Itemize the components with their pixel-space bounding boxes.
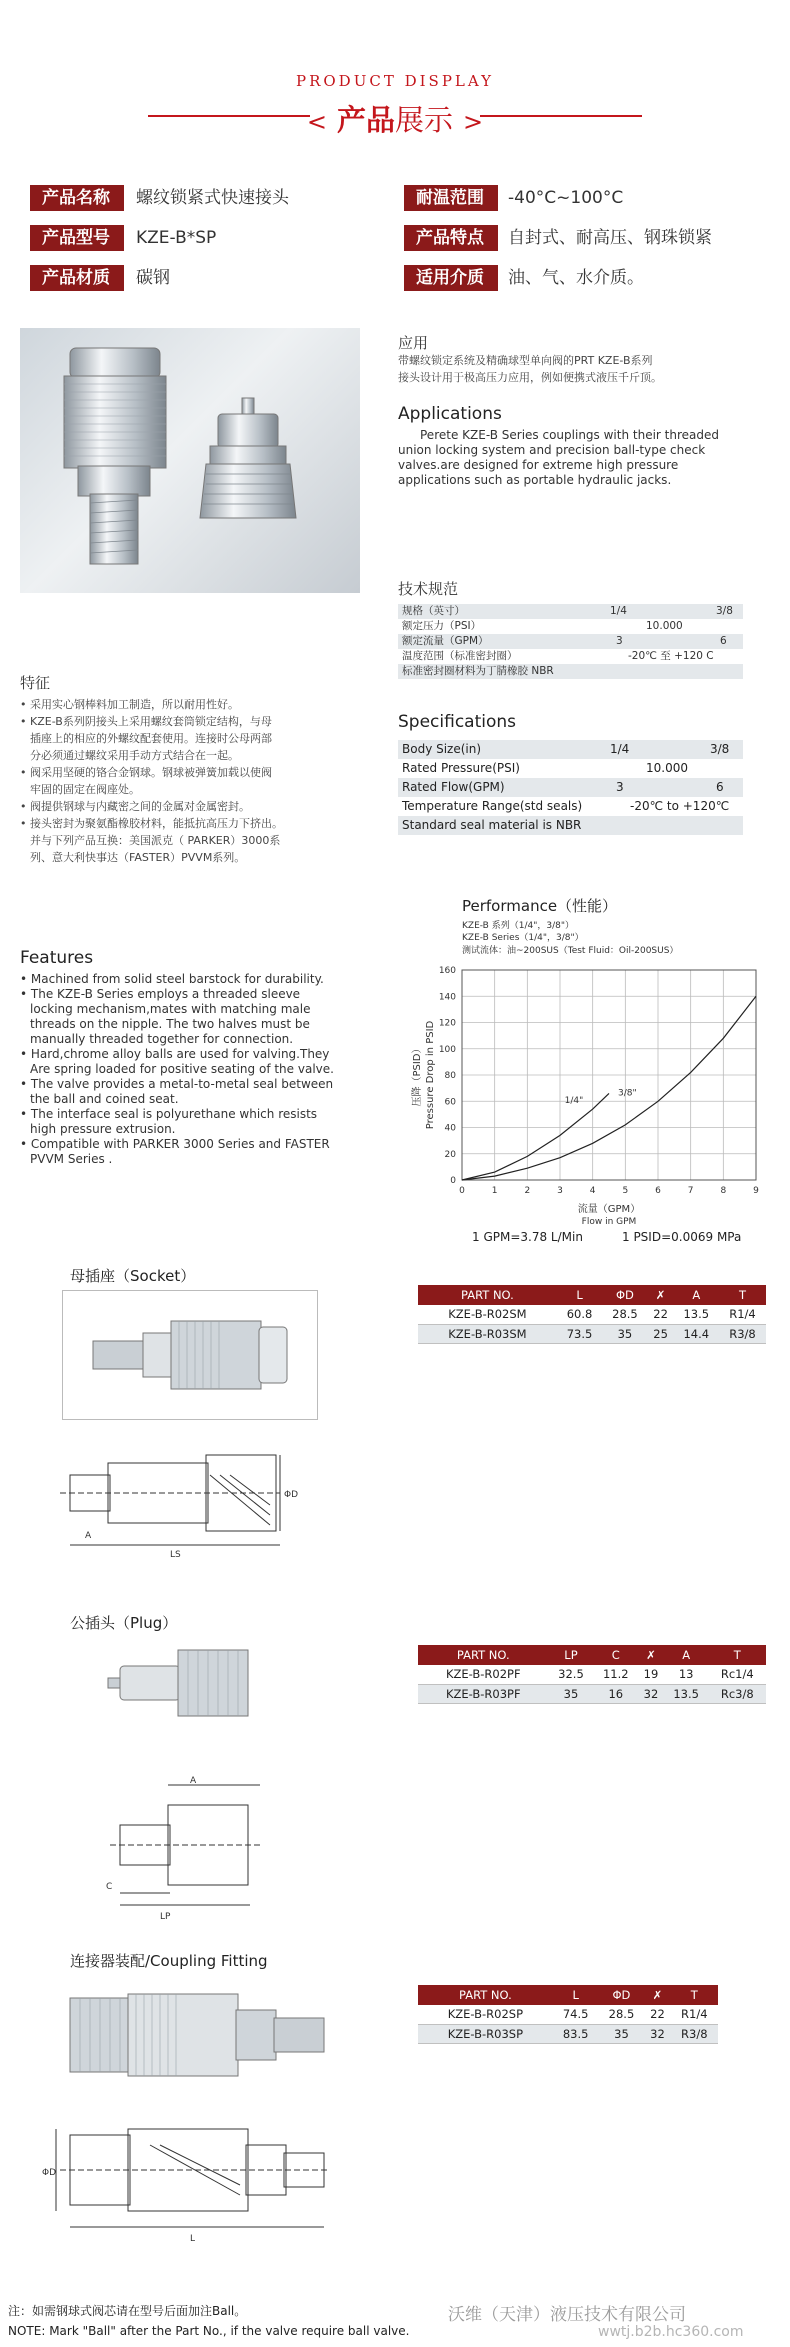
dim-label-ls: LS [170,1550,181,1560]
footer-company: 沃维（天津）液压技术有限公司 [448,2305,686,2325]
list-item: • Compatible with PARKER 3000 Series and FASTER [20,1137,330,1151]
table-header: L [557,1285,602,1305]
dim-label-lp: LP [160,1912,171,1922]
info-value-temp: -40°C~100°C [508,188,624,208]
list-item: high pressure extrusion. [30,1122,176,1136]
info-label-material: 产品材质 [30,265,124,291]
right-arrow: > [463,108,484,136]
applications-text-en-2: union locking system and precision ball-type check [398,443,706,457]
list-item: • Machined from solid steel barstock for durability. [20,972,324,986]
coupling-title: 连接器装配/Coupling Fitting [70,1952,268,1970]
y-tick-label: 60 [444,1097,456,1108]
series-label: 1/4" [564,1096,584,1107]
applications-title-en: Applications [398,404,502,424]
y-tick-label: 40 [444,1123,456,1134]
y-tick-label: 120 [438,1018,456,1029]
list-item: • KZE-B系列阴接头上采用螺纹套筒锁定结构，与母 [20,715,272,728]
table-header: T [671,1985,718,2005]
socket-table [418,1285,766,1344]
table-header: ΦD [599,1985,645,2005]
coupling-table [418,1985,718,2044]
applications-text-en-1: Perete KZE-B Series couplings with their threaded [420,428,719,442]
table-row: KZE-B-R02SP 74.5 28.5 22 R1/4 [418,2005,718,2024]
y-tick-label: 0 [450,1176,456,1186]
x-tick-label: 1 [491,1186,498,1196]
dim-label-a: A [85,1531,92,1541]
series-label: 3/8" [618,1088,637,1099]
plug-table [418,1645,766,1704]
x-axis-label-en: Flow in GPM [581,1217,637,1227]
info-label-temp: 耐温范围 [404,185,498,211]
info-label-model: 产品型号 [30,225,124,251]
y-axis-label-cn: 压降（PSID） [412,1043,423,1107]
list-item: • The KZE-B Series employs a threaded sleeve [20,987,301,1001]
table-header: PART NO. [418,1285,557,1305]
y-axis-label-en: Pressure Drop in PSID [425,1020,436,1130]
socket-photo [62,1290,318,1420]
x-tick-label: 3 [557,1186,563,1196]
info-value-medium: 油、气、水介质。 [508,268,644,288]
dim-label-c: C [106,1882,113,1892]
tech-spec-row: Rated Pressure(PSI) 10.000 [402,761,688,775]
x-tick-label: 2 [524,1186,531,1196]
coupling-photo [66,1980,328,2090]
tech-spec-row: 温度范围（标准密封圈） -20℃ 至 +120 C [402,650,714,662]
list-item: 插座上的相应的外螺纹配套使用。连接时公母两部 [30,732,272,745]
list-item: • 接头密封为聚氨酯橡胶材料，能抵抗高压力下挤出。 [20,817,283,830]
series-line-quarter [462,1093,609,1180]
tech-spec-row: 规格（英寸） 1/4 3/8 [398,604,743,619]
applications-text-en-3: valves.are designed for extreme high pressure [398,458,679,472]
list-item: • Hard,chrome alloy balls are used for valving.They [20,1047,330,1061]
tech-spec-row: 标准密封圈材料为丁腈橡胶 NBR [398,664,743,679]
list-item: 牢固的固定在阀座处。 [30,783,140,796]
tech-spec-row: Standard seal material is NBR [398,816,743,835]
info-value-features: 自封式、耐高压、钢珠锁紧 [508,228,712,248]
table-header: ✗ [648,1285,674,1305]
table-header: ✗ [644,1985,670,2005]
x-tick-label: 9 [753,1186,759,1196]
info-value-name: 螺纹锁紧式快速接头 [136,188,289,208]
list-item: PVVM Series . [30,1152,113,1166]
plug-photo [100,1640,260,1730]
x-axis-label-cn: 流量（GPM） [577,1204,641,1215]
features-list-cn [20,696,380,866]
y-tick-label: 160 [438,966,456,976]
table-header: T [709,1645,766,1665]
socket-illustration [63,1291,319,1421]
x-tick-label: 0 [459,1186,465,1196]
y-tick-label: 100 [438,1044,456,1055]
list-item: manually threaded together for connection. [30,1032,294,1046]
x-tick-label: 8 [720,1186,727,1196]
tech-spec-row: 额定压力（PSI） 10.000 [402,620,683,632]
section-title-cn [0,98,790,139]
tech-spec-title-en: Specifications [398,712,517,732]
coupling-drawing [40,2115,340,2245]
tech-spec-row: Body Size(in) 1/4 3/8 [398,740,743,759]
table-header: ΦD [602,1285,647,1305]
table-header: A [664,1645,709,1665]
plug-title: 公插头（Plug） [70,1614,178,1632]
table-row: KZE-B-R03SM 73.5 35 25 14.4 R3/8 [418,1324,766,1343]
tech-spec-table-cn [398,604,743,679]
tech-spec-row: Rated Flow(GPM) 3 6 [398,778,743,797]
x-tick-label: 7 [687,1186,694,1196]
coupling-illustration [66,1980,328,2090]
x-tick-label: 6 [655,1186,661,1196]
list-item: 分必须通过螺纹采用手动方式结合在一起。 [30,749,239,762]
table-header: ✗ [638,1645,664,1665]
list-item: • 阀采用坚硬的铬合金钢球。钢球被弹簧加载以使阀 [20,766,272,779]
list-item: the ball and coined seat. [30,1092,179,1106]
chart-test-medium: 测试流体：油~200SUS（Test Fluid：Oil-200SUS） [462,946,679,956]
socket-drawing [30,1435,299,1565]
x-tick-label: 4 [589,1186,596,1196]
info-value-material: 碳钢 [136,268,170,288]
tech-spec-row: Temperature Range(std seals) -20℃ to +120℃ [402,799,730,813]
table-header: PART NO. [418,1985,553,2005]
dim-label-l: L [190,2234,196,2244]
table-row: KZE-B-R02SM 60.8 28.5 22 13.5 R1/4 [418,1305,766,1324]
socket-title: 母插座（Socket） [70,1267,196,1285]
applications-text-cn-1: 带螺纹锁定系统及精确球型单向阀的PRT KZE-B系列 [398,354,653,367]
chart-legend-en: KZE-B Series（1/4"，3/8"） [462,933,584,943]
gpm-conversion: 1 GPM=3.78 L/Min [472,1230,583,1244]
table-row: KZE-B-R02PF 32.5 11.2 19 13 Rc1/4 [418,1665,766,1684]
table-header: A [674,1285,719,1305]
applications-text-cn-2: 接头设计用于极高压力应用，例如便携式液压千斤顶。 [398,371,662,384]
plug-drawing [100,1775,280,1925]
title-thin: 展示 [395,103,454,137]
y-tick-label: 20 [444,1149,456,1160]
list-item: locking mechanism,mates with matching male [30,1002,311,1016]
info-label-medium: 适用介质 [404,265,498,291]
left-arrow: < [306,108,327,136]
dim-label-d: ΦD [284,1490,299,1500]
footer-url: wwtj.b2b.hc360.com [598,2324,744,2340]
list-item: • 阀提供钢球与内藏密之间的金属对金属密封。 [20,800,250,813]
table-header: T [719,1285,766,1305]
y-tick-label: 140 [438,992,456,1003]
psid-conversion: 1 PSID=0.0069 MPa [622,1230,742,1244]
footer-note-cn: 注：如需钢球式阀芯请在型号后面加注Ball。 [8,2304,247,2318]
chart-legend-cn: KZE-B 系列（1/4"，3/8"） [462,921,574,931]
list-item: • 采用实心钢棒料加工制造，所以耐用性好。 [20,698,239,711]
title-bold: 产品 [336,103,395,137]
list-item: threads on the nipple. The two halves must be [30,1017,310,1031]
tech-spec-row: 额定流量（GPM） 3 6 [398,634,743,649]
info-label-features: 产品特点 [404,225,498,251]
section-title-en: PRODUCT DISPLAY [295,72,494,90]
applications-text-en-4: applications such as portable hydraulic jacks. [398,473,672,487]
table-header: C [593,1645,638,1665]
list-item: • The interface seal is polyurethane which resists [20,1107,318,1121]
table-row: KZE-B-R03PF 35 16 32 13.5 Rc3/8 [418,1684,766,1703]
product-photo [20,328,360,593]
features-title-en: Features [20,948,94,968]
info-value-model: KZE-B*SP [136,228,217,248]
tech-spec-table-en [398,740,743,835]
y-tick-label: 80 [444,1071,456,1081]
performance-chart [400,958,780,1228]
dim-label-a: A [190,1776,197,1786]
features-list-en [20,972,370,1167]
series-line-three-eighths [462,996,756,1180]
list-item: 列、意大利快事达（FASTER）PVVM系列。 [30,851,246,864]
applications-title-cn: 应用 [398,334,429,352]
dim-label-d: ΦD [42,2168,57,2178]
features-title-cn: 特征 [20,674,51,692]
table-row: KZE-B-R03SP 83.5 35 32 R3/8 [418,2024,718,2043]
list-item: • The valve provides a metal-to-metal seal between [20,1077,334,1091]
x-tick-label: 5 [622,1186,629,1196]
list-item: Are spring loaded for positive seating of the valve. [30,1062,334,1076]
list-item: 并与下列产品互换：美国派克（ PARKER）3000系 [30,834,281,847]
tech-spec-title-cn: 技术规范 [398,580,459,598]
table-header: LP [549,1645,594,1665]
footer-note-en: NOTE: Mark "Ball" after the Part No., if the valve require ball valve. [8,2324,410,2338]
coupling-illustration [20,328,360,593]
table-header: L [553,1985,599,2005]
plug-illustration [100,1640,260,1730]
table-header: PART NO. [418,1645,549,1665]
info-label-name: 产品名称 [30,185,124,211]
chart-title: Performance（性能） [462,897,618,915]
